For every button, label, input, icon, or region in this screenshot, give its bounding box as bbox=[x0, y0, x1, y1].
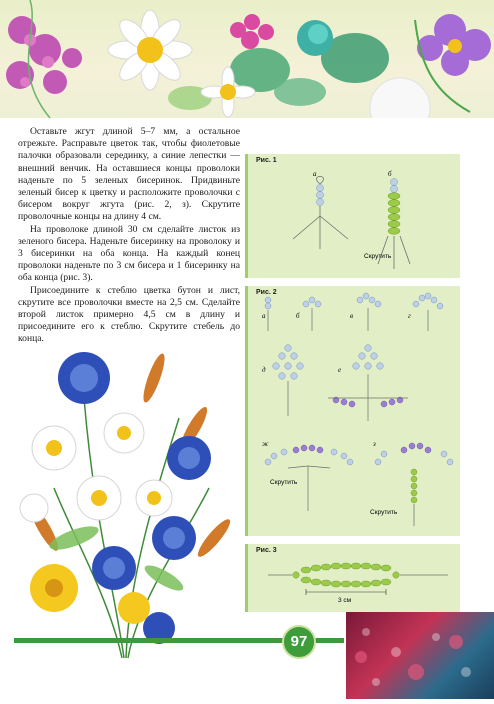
figure-2-sub-g: г bbox=[408, 312, 411, 320]
figure-2-sub-a: а bbox=[262, 312, 266, 320]
beads-texture bbox=[346, 612, 494, 699]
figure-3-diagram bbox=[248, 544, 460, 612]
beaded-flowers-illustration bbox=[0, 0, 494, 118]
figure-1-diagram bbox=[248, 154, 460, 278]
figure-1-sub-b: б bbox=[388, 170, 392, 178]
paragraph-2: На проволоке длиной 30 см сделайте листок из зеленого бисера. Наденьте бисеринку на проволоку и 3 бисеринки на оба конца. На каждый конец проволоки наденьте по 3 см бисера и 1 бисеринку на оба конца (рис. 3). bbox=[18, 223, 240, 284]
header-flower-banner bbox=[0, 0, 494, 118]
figure-2-sub-z: з bbox=[373, 440, 376, 448]
figure-2-sub-e: е bbox=[338, 366, 342, 374]
figure-2-sub-v: в bbox=[350, 312, 354, 320]
figure-2-twist-right: Скрутить bbox=[370, 509, 398, 516]
figure-1-twist-label: Скрутить bbox=[364, 253, 392, 260]
footer-beads-photo bbox=[346, 612, 494, 699]
figure-2-panel bbox=[245, 286, 460, 536]
paragraph-1: Оставьте жгут длиной 5–7 мм, а остальное отрежьте. Расправьте цветок так, чтобы фиолетовые палочки образовали серединку, а синие лепестки — внешний венчик. На оставшиеся концы проволоки наденьте по 5 зеленых бисеринок. Придвиньте зеленый бисер к цветку и расположите проволочки с бисером вокруг жгута (рис. 2, з). Скрутите проволочные концы на длину 4 см. bbox=[18, 126, 240, 223]
figure-2-sub-b: б bbox=[296, 312, 300, 320]
figure-2-twist-left: Скрутить bbox=[270, 479, 298, 486]
paragraph-3: Присоедините к стеблю цветка бутон и лист, скрутите все проволочки вместе на 2,5 см. Сделайте второй листок примерно 4,5 см в длину и присоедините его к стеблю. Скрутите стебель до конца. bbox=[18, 284, 240, 345]
figure-1-label: Рис. 1 bbox=[256, 157, 277, 164]
page-number: 97 bbox=[282, 625, 316, 659]
article-body bbox=[18, 126, 240, 346]
figure-1-sub-a: а bbox=[313, 170, 317, 178]
figure-3-dimension: 3 см bbox=[338, 597, 352, 604]
beaded-bouquet-photo bbox=[14, 338, 239, 660]
figure-2-label: Рис. 2 bbox=[256, 289, 277, 296]
bouquet-illustration bbox=[14, 338, 239, 660]
figure-3-label: Рис. 3 bbox=[256, 547, 277, 554]
figure-2-sub-zh: ж bbox=[262, 440, 269, 448]
figure-2-sub-d: д bbox=[262, 366, 266, 374]
figure-2-diagram bbox=[248, 286, 460, 536]
figure-3-panel bbox=[245, 544, 460, 612]
figure-1-panel bbox=[245, 154, 460, 278]
